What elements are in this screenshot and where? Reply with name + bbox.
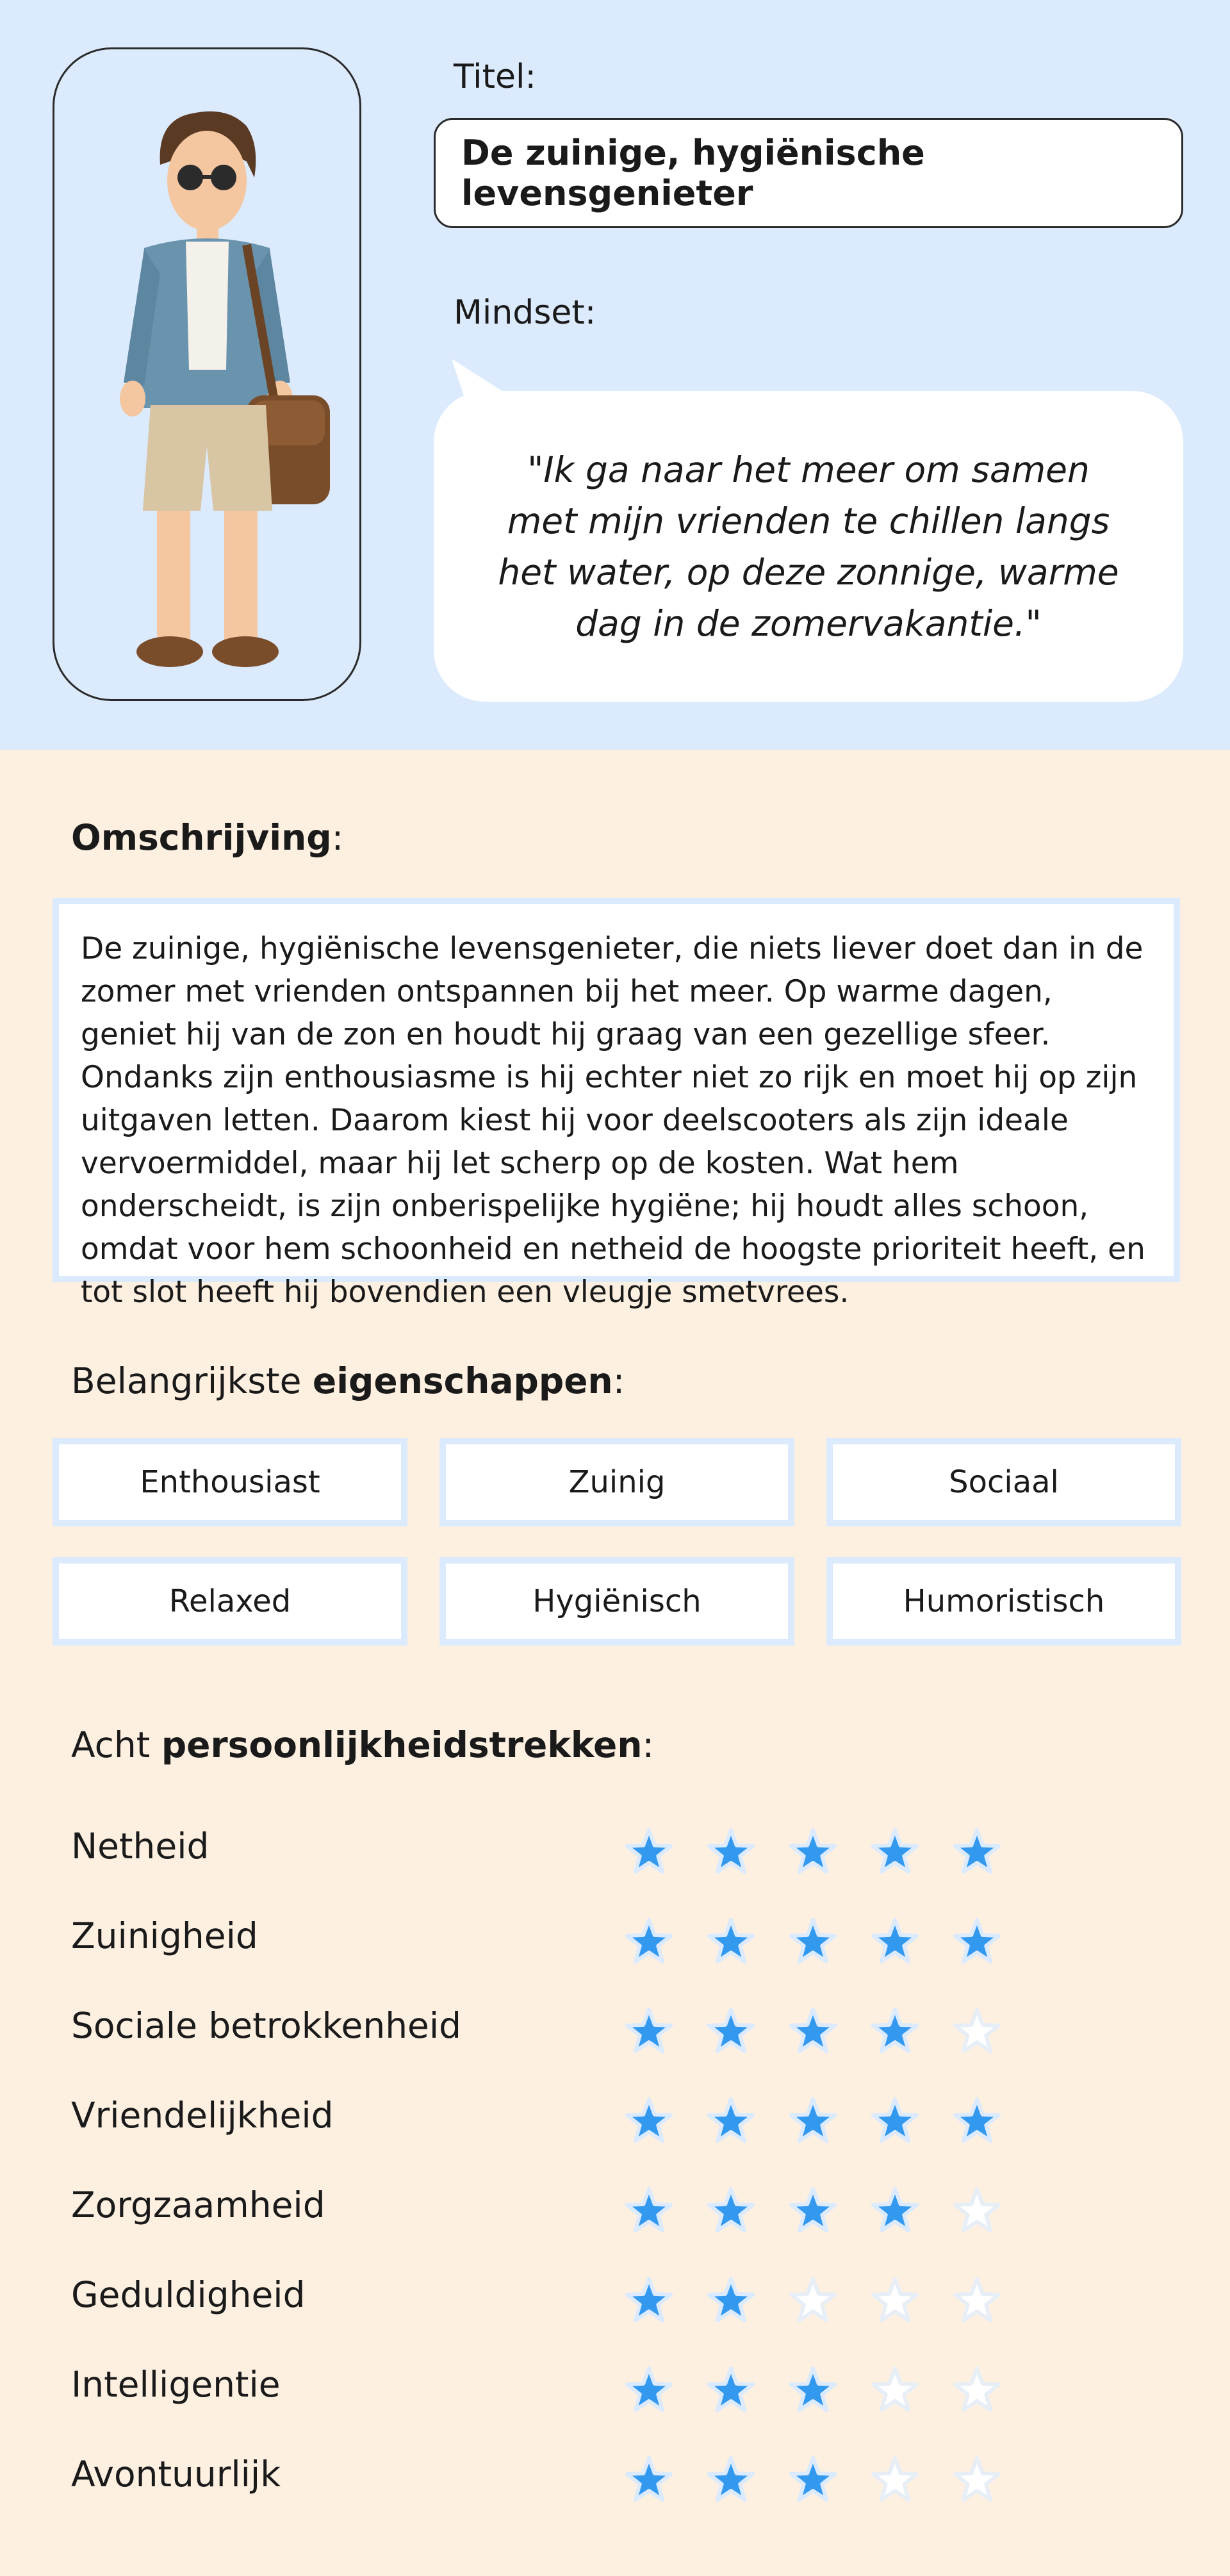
star-filled-icon xyxy=(791,2458,835,2500)
star-empty-icon xyxy=(955,2279,999,2320)
trait-stars xyxy=(620,2002,1006,2060)
star-filled-icon xyxy=(627,2099,671,2141)
trait-name: Intelligentie xyxy=(71,2364,281,2405)
star-empty-icon xyxy=(955,2368,999,2410)
star-filled-icon xyxy=(873,1830,917,1872)
star-filled-icon xyxy=(627,2458,671,2500)
star-filled-icon xyxy=(627,1830,671,1872)
star-filled-icon xyxy=(709,1830,753,1872)
star-filled-icon xyxy=(955,2099,999,2141)
star-filled-icon xyxy=(791,2099,835,2141)
trait-stars xyxy=(620,2181,1006,2239)
description-text: De zuinige, hygiënische levensgenieter, die niets liever doet dan in de zomer met vrienden ontspannen bij het meer. Op warme dagen, geniet hij van de zon en houdt hij graag van een gezellige sfeer. Ondanks zijn enthousiasme is hij echter niet zo rijk en moet hij op zijn uitgaven letten. Daarom kiest hij voor deelscooters als zijn ideale vervoermiddel, maar hij let scherp op de kosten. Wat hem onderscheidt, is zijn onberispelijke hygiëne; hij houdt alles schoon, omdat voor hem schoonheid en netheid de hoogste prioriteit heeft, en tot slot heeft hij bovendien een vleugje smetvrees. xyxy=(81,931,1145,1310)
star-filled-icon xyxy=(709,2368,753,2410)
star-filled-icon xyxy=(709,2458,753,2500)
trait-stars xyxy=(620,2092,1006,2149)
property-chip: Zuinig xyxy=(439,1438,794,1526)
property-chip: Enthousiast xyxy=(53,1438,407,1526)
mindset-speech-bubble xyxy=(434,391,1183,702)
star-filled-icon xyxy=(627,2189,671,2231)
star-filled-icon xyxy=(709,2189,753,2231)
properties-heading: Belangrijkste eigenschappen: xyxy=(71,1360,625,1401)
mindset-quote: "Ik ga naar het meer om samen met mijn vrienden te chillen langs het water, op deze zonnige, warme dag in de zomervakantie." xyxy=(498,449,1119,644)
persona-illustration xyxy=(54,49,359,699)
trait-name: Vriendelijkheid xyxy=(71,2095,334,2136)
title-label: Titel: xyxy=(454,58,536,96)
trait-stars xyxy=(620,2361,1006,2418)
star-filled-icon xyxy=(955,1920,999,1961)
persona-title: De zuinige, hygiënische levensgenieter xyxy=(434,118,1183,228)
star-filled-icon xyxy=(709,1920,753,1961)
star-filled-icon xyxy=(791,2368,835,2410)
star-empty-icon xyxy=(955,2010,999,2051)
persona-header xyxy=(0,0,1230,750)
star-filled-icon xyxy=(791,2010,835,2051)
description-box xyxy=(53,898,1180,1310)
star-empty-icon xyxy=(873,2279,917,2320)
star-filled-icon xyxy=(709,2099,753,2141)
star-empty-icon xyxy=(873,2368,917,2410)
star-filled-icon xyxy=(791,2189,835,2231)
trait-stars xyxy=(620,1912,1006,1970)
star-filled-icon xyxy=(955,1830,999,1872)
trait-name: Avontuurlijk xyxy=(71,2454,281,2495)
traits-heading: Acht persoonlijkheidstrekken: xyxy=(71,1724,655,1765)
star-empty-icon xyxy=(955,2189,999,2231)
star-filled-icon xyxy=(873,2189,917,2231)
star-filled-icon xyxy=(709,2279,753,2320)
star-filled-icon xyxy=(791,1830,835,1872)
star-filled-icon xyxy=(873,2010,917,2051)
property-chip: Relaxed xyxy=(53,1557,407,1646)
property-chip: Hygiënisch xyxy=(439,1557,794,1646)
trait-stars xyxy=(620,2450,1006,2508)
star-filled-icon xyxy=(873,1920,917,1961)
trait-name: Zuinigheid xyxy=(71,1915,258,1956)
trait-stars xyxy=(620,1822,1006,1880)
star-filled-icon xyxy=(627,2010,671,2051)
description-heading: Omschrijving: xyxy=(71,817,344,858)
trait-name: Geduldigheid xyxy=(71,2274,306,2315)
property-chip: Humoristisch xyxy=(826,1557,1181,1646)
star-filled-icon xyxy=(627,2279,671,2320)
star-filled-icon xyxy=(873,2099,917,2141)
trait-name: Netheid xyxy=(71,1826,209,1867)
trait-stars xyxy=(620,2271,1006,2329)
star-filled-icon xyxy=(627,1920,671,1961)
star-filled-icon xyxy=(709,2010,753,2051)
star-empty-icon xyxy=(791,2279,835,2320)
persona-portrait xyxy=(53,47,361,701)
mindset-label: Mindset: xyxy=(454,293,596,332)
trait-name: Zorgzaamheid xyxy=(71,2184,325,2225)
property-chip: Sociaal xyxy=(826,1438,1181,1526)
star-filled-icon xyxy=(627,2368,671,2410)
star-empty-icon xyxy=(955,2458,999,2500)
trait-name: Sociale betrokkenheid xyxy=(71,2005,462,2046)
star-empty-icon xyxy=(873,2458,917,2500)
star-filled-icon xyxy=(791,1920,835,1961)
